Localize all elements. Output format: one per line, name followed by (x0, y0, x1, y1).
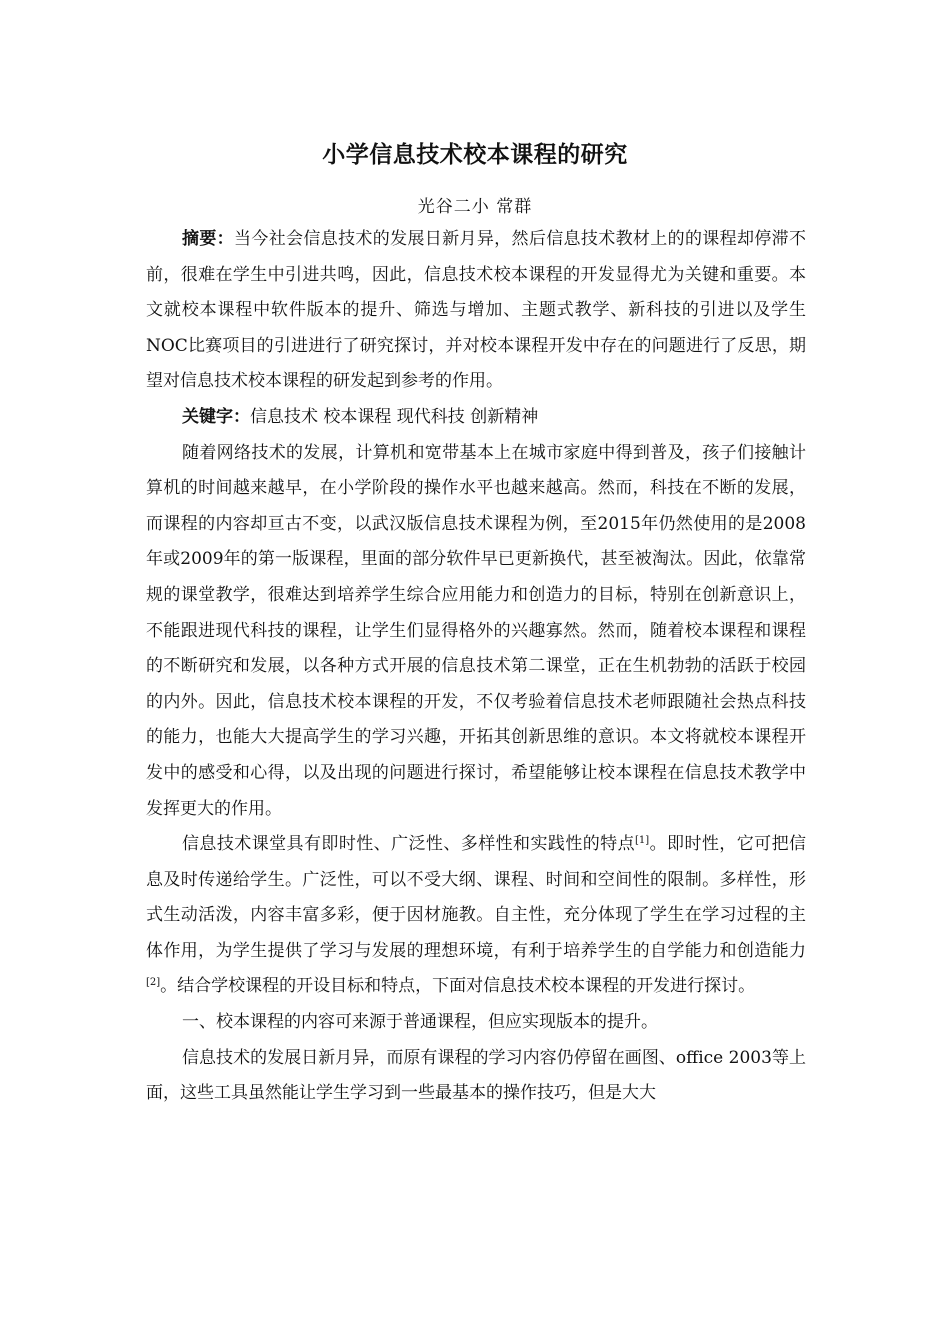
abstract-paragraph (146, 222, 806, 400)
author-line: 光谷二小 常群 (417, 197, 533, 217)
paragraph-2-part-b: 。即时性，它可把信息及时传递给学生。广泛性，可以不受大纲、课程、时间和空间性的限制。多样性，形式生动活泼，内容丰富多彩，便于因材施教。自主性，充分体现了学生在学习过程的主体作用，为学生提供了学习与发展的理想环境，有利于培养学生的自学能力和创造能力 (146, 834, 807, 961)
body-paragraph-3: 信息技术的发展日新月异，而原有课程的学习内容仍停留在画图、office 2003等上面，这些工具虽然能让学生学习到一些最基本的操作技巧，但是大大 (146, 1047, 806, 1104)
body-paragraph-2 (146, 827, 806, 1005)
document-body (146, 222, 806, 1112)
document-title: 小学信息技术校本课程的研究 (322, 142, 628, 168)
reference-1: [1] (635, 835, 650, 847)
keywords-text: 信息技术 校本课程 现代科技 创新精神 (250, 406, 539, 427)
paragraph-2-part-c: 。结合学校课程的开设目标和特点，下面对信息技术校本课程的开发进行探讨。 (160, 976, 756, 997)
abstract-text: 当今社会信息技术的发展日新月异，然后信息技术教材上的的课程却停滞不前，很难在学生中引进共鸣，因此，信息技术校本课程的开发显得尤为关键和重要。本文就校本课程中软件版本的提升、筛选与增加、主题式教学、新科技的引进以及学生NOC比赛项目的引进进行了研究探讨，并对校本课程开发中存在的问题进行了反思，期望对信息技术校本课程的研发起到参考的作用。 (146, 229, 807, 392)
abstract-label: 摘要： (182, 229, 235, 249)
keywords-paragraph (146, 400, 806, 436)
body-paragraph-1: 随着网络技术的发展，计算机和宽带基本上在城市家庭中得到普及，孩子们接触计算机的时间越来越早，在小学阶段的操作水平也越来越高。然而，科技在不断的发展，而课程的内容却亘古不变，以武汉版信息技术课程为例，至2015年仍然使用的是2008年或2009年的第一版课程，里面的部分软件早已更新换代，甚至被淘汰。因此，依靠常规的课堂教学，很难达到培养学生综合应用能力和创造力的目标，特别在创新意识上，不能跟进现代科技的课程，让学生们显得格外的兴趣寡然。然而，随着校本课程和课程的不断研究和发展，以各种方式开展的信息技术第二课堂，正在生机勃勃的活跃于校园的内外。因此，信息技术校本课程的开发，不仅考验着信息技术老师跟随社会热点科技的能力，也能大大提高学生的学习兴趣，开拓其创新思维的意识。本文将就校本课程开发中的感受和心得，以及出现的问题进行探讨，希望能够让校本课程在信息技术教学中发挥更大的作用。 (146, 442, 806, 819)
keywords-label: 关键字： (182, 406, 250, 427)
section-heading-1: 一、校本课程的内容可来源于普通课程，但应实现版本的提升。 (182, 1012, 658, 1033)
reference-2: [2] (146, 977, 161, 989)
paragraph-2-part-a: 信息技术课堂具有即时性、广泛性、多样性和实践性的特点 (182, 834, 636, 855)
